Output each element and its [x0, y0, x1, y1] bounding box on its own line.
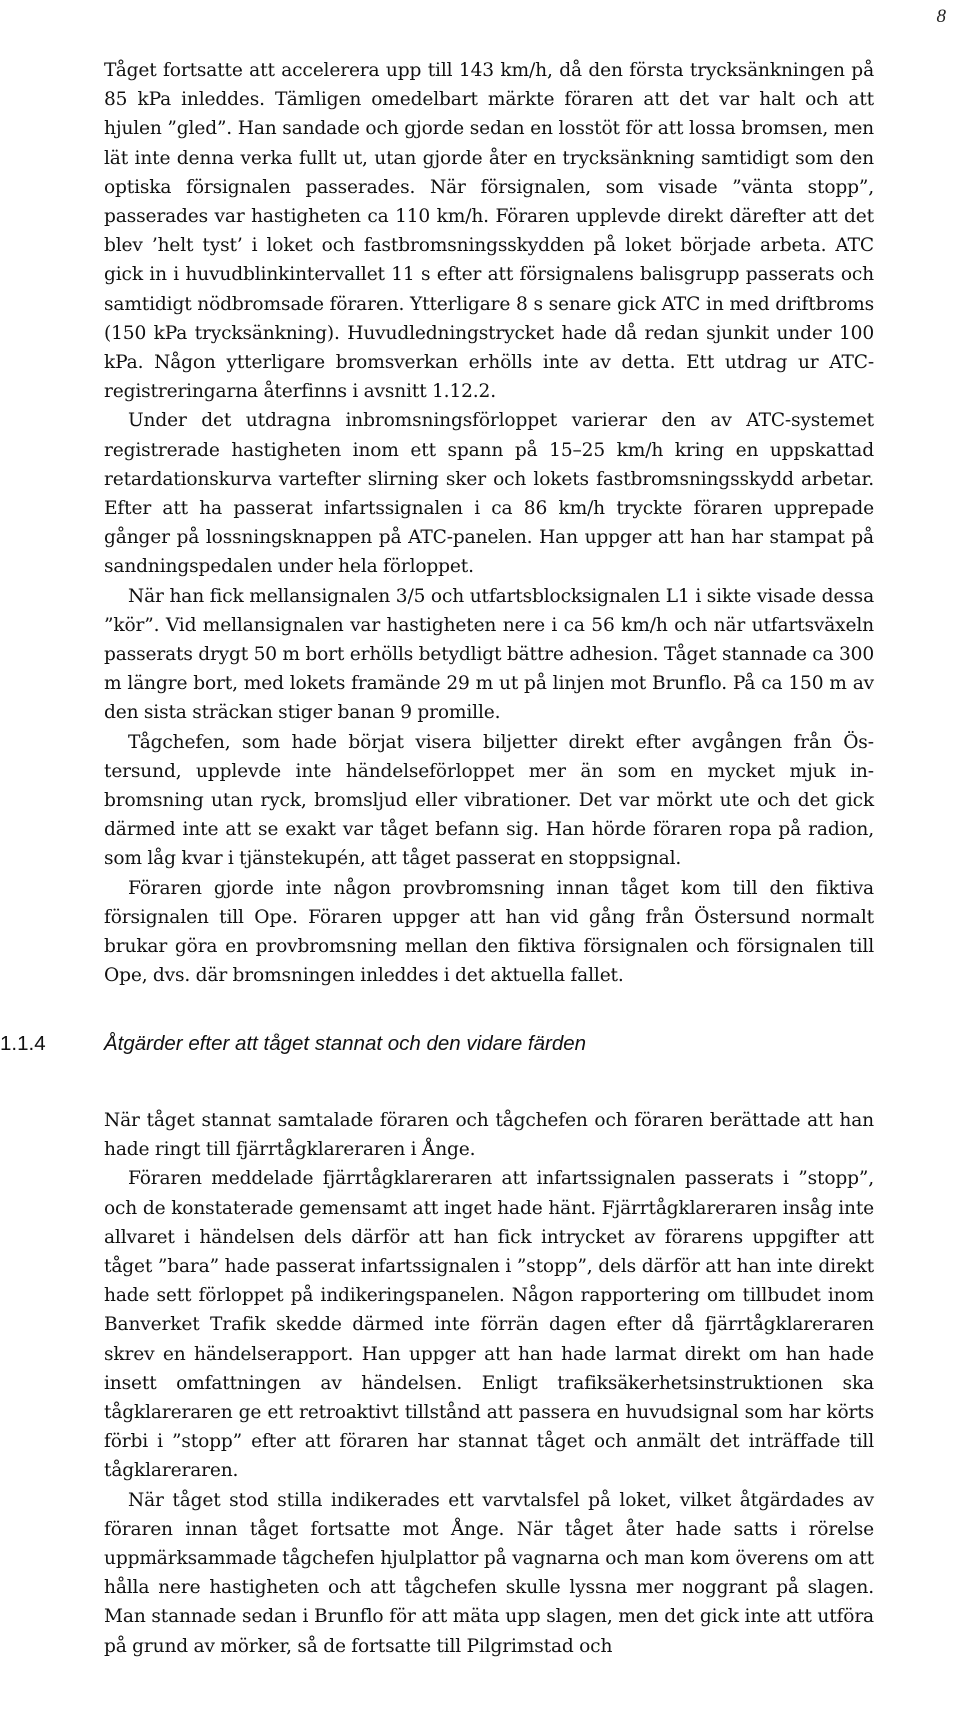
paragraph: Föraren gjorde inte någon provbromsning innan tåget kom till den fiktiva försignalen till Ope. Föraren uppger att han vid gång från Östersund normalt brukar göra en provbromsning mellan den fiktiva försignalen och försignalen till Ope, dvs. där bromsningen inleddes i det aktuella fallet. [104, 877, 874, 987]
paragraph: När tåget stod stilla indikerades ett varvtalsfel på loket, vilket åtgärdades av föraren innan tåget fortsatte mot Ånge. När tåget åter hade satts i rörelse uppmärksammade tågchefen hjulplattor på vagnarna och man kom överens om att hålla nere hastigheten och att tågchefen skulle lyssna mer noggrant på slagen. Man stannade sedan i Brunflo för att mäta upp slagen, men det gick inte att utföra på grund av mörker, så de fortsatte till Pilgrimstad och [104, 1489, 874, 1657]
paragraph: Under det utdragna inbromsningsförloppet varierar den av ATC-systemet registrerade hastigheten inom ett spann på 15–25 km/h kring en uppskattad retardationskurva vartefter slirning sker och lokets fastbromsningsskydd arbetar. Efter att ha passerat infartssignalen i ca 86 km/h tryckte föraren upprepade gånger på lossningsknappen på ATC-panelen. Han uppger att han har stampat på sandningspedalen under hela förloppet. [104, 410, 874, 578]
body-text-section [104, 1106, 874, 1661]
paragraph: När tåget stannat samtalade föraren och tågchefen och föraren berättade att han hade ringt till fjärrtågklareraren i Ånge. [104, 1110, 874, 1161]
page-number: 8 [936, 6, 946, 27]
paragraph: Föraren meddelade fjärrtågklareraren att infartssignalen passerats i ”stopp”, och de konstaterade gemensamt att inget hade hänt. Fjärrtågklareraren insåg inte allvaret i händelsen dels därför att han fick intrycket av förarens uppgifter att tåget ”bara” hade passerat infartssignalen i ”stopp”, dels därför att han inte direkt hade sett förloppet på indikeringspanelen. Någon rapportering om tillbudet inom Banverket Trafik skedde därmed inte förrän dagen efter då fjärrtågklareraren skrev en händelserapport. Han uppger att han hade larmat direkt om han hade insett omfattningen av händelsen. Enligt trafiksäkerhetsinstruktionen ska tågklareraren ge ett retroaktivt tillstånd att passera en huvudsignal som har körts förbi i ”stopp” efter att föraren har stannat tåget och anmält det inträffade till tågklareraren. [104, 1168, 874, 1482]
body-text-section [104, 56, 874, 991]
section-heading-number: 1.1.4 [0, 1032, 46, 1055]
paragraph: Tåget fortsatte att accelerera upp till 143 km/h, då den första trycksänkningen på 85 kPa inleddes. Tämligen omedelbart märkte föraren att det var halt och att hjulen ”gled”. Han sandade och gjorde sedan en losstöt för att lossa bromsen, men lät inte denna verka fullt ut, utan gjorde åter en trycksänkning samtidigt som den optiska försignalen passerades. När försignalen, som visade ”vänta stopp”, passerades var hastigheten ca 110 km/h. Föraren upplevde direkt därefter att det blev ’helt tyst’ i loket och fastbromsningsskydden på loket började arbeta. ATC gick in i huvudblinkintervallet 11 s efter att försignalens balisgrupp passerats och samtidigt nödbromsade föraren. Ytterligare 8 s senare gick ATC in med driftbroms (150 kPa trycksänkning). Huvudledningstrycket hade då redan sjunkit under 100 kPa. Någon ytterligare bromsverkan erhölls inte av detta. Ett utdrag ur ATC-registreringarna återfinns i avsnitt 1.12.2. [104, 60, 874, 403]
paragraph: Tågchefen, som hade börjat visera biljetter direkt efter avgången från Östersund, upplevde inte händelseförloppet mer än som en mycket mjuk inbromsning utan ryck, bromsljud eller vibrationer. Det var mörkt ute och det gick därmed inte att se exakt var tåget befann sig. Han hörde föraren ropa på radion, som låg kvar i tjänstekupén, att tåget passerat en stoppsignal. [104, 731, 874, 870]
section-heading-title: Åtgärder efter att tåget stannat och den vidare färden [104, 1032, 587, 1055]
paragraph: När han fick mellansignalen 3/5 och utfartsblocksignalen L1 i sikte visade dessa ”kör”. Vid mellansignalen var hastigheten nere i ca 56 km/h och när utfartsväxeln passerats drygt 50 m bort erhölls betydligt bättre adhesion. Tåget stannade ca 300 m längre bort, med lokets framände 29 m ut på linjen mot Brunflo. På ca 150 m av den sista sträckan stiger banan 9 promille. [104, 585, 874, 724]
